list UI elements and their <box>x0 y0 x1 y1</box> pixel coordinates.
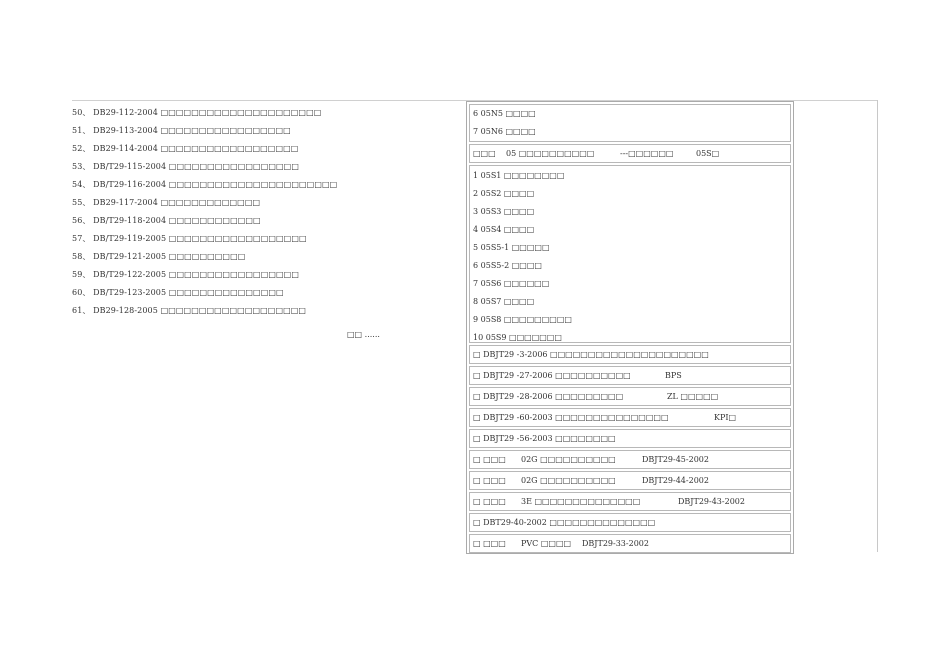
row-extra: BPS <box>665 371 682 380</box>
header-code: 05S□ <box>696 149 720 158</box>
standards-list-left <box>72 104 462 320</box>
table-row <box>469 429 791 448</box>
table-line: 2 05S2 □□□□ <box>473 189 535 198</box>
row-title: 3E □□□□□□□□□□□□□□ <box>521 497 641 506</box>
list-item: 53、 DB/T29-115-2004 □□□□□□□□□□□□□□□□□ <box>72 162 300 171</box>
row-main: □ DBJT29 -3-2006 □□□□□□□□□□□□□□□□□□□□□ <box>473 350 709 359</box>
list-item: 60、 DB/T29-123-2005 □□□□□□□□□□□□□□□ <box>72 288 284 297</box>
row-main: □ DBJT29 -60-2003 □□□□□□□□□□□□□□□ <box>473 413 669 422</box>
header-title: 05 □□□□□□□□□□ <box>506 149 595 158</box>
table-line <box>470 145 790 163</box>
table-cell-05s-header <box>469 144 791 163</box>
list-item: 59、 DB/T29-122-2005 □□□□□□□□□□□□□□□□□ <box>72 270 300 279</box>
standards-table-right <box>466 101 794 554</box>
list-item: 56、 DB/T29-118-2004 □□□□□□□□□□□□ <box>72 216 261 225</box>
row-code: DBJT29-43-2002 <box>678 497 745 506</box>
table-row <box>469 534 791 553</box>
list-item: 50、 DB29-112-2004 □□□□□□□□□□□□□□□□□□□□□ <box>72 108 322 117</box>
table-line: 9 05S8 □□□□□□□□□ <box>473 315 572 324</box>
list-item: 61、 DB29-128-2005 □□□□□□□□□□□□□□□□□□□ <box>72 306 307 315</box>
table-line: 6 05N5 □□□□ <box>473 109 536 118</box>
row-extra: ZL □□□□□ <box>667 392 719 401</box>
table-row <box>469 345 791 364</box>
table-line: 5 05S5-1 □□□□□ <box>473 243 550 252</box>
list-item: 55、 DB29-117-2004 □□□□□□□□□□□□□ <box>72 198 261 207</box>
row-main: □ DBJT29 -27-2006 □□□□□□□□□□ <box>473 371 631 380</box>
table-cell-05s-list <box>469 165 791 343</box>
table-line: 10 05S9 □□□□□□□ <box>473 333 562 342</box>
row-main: □ □□□ <box>473 476 506 485</box>
table-line: 7 05S6 □□□□□□ <box>473 279 550 288</box>
row-title: 02G □□□□□□□□□□ <box>521 455 616 464</box>
table-row <box>469 387 791 406</box>
right-divider <box>877 100 878 552</box>
row-main: □ □□□ <box>473 455 506 464</box>
table-row <box>469 492 791 511</box>
row-main: □ DBJT29 -28-2006 □□□□□□□□□ <box>473 392 624 401</box>
row-code: DBJT29-33-2002 <box>582 539 649 548</box>
row-extra: KPI□ <box>714 413 737 422</box>
list-item: 54、 DB/T29-116-2004 □□□□□□□□□□□□□□□□□□□□□□ <box>72 180 338 189</box>
table-row <box>469 450 791 469</box>
table-row <box>469 366 791 385</box>
row-title: 02G □□□□□□□□□□ <box>521 476 616 485</box>
row-main: □ □□□ <box>473 497 506 506</box>
row-code: DBJT29-44-2002 <box>642 476 709 485</box>
more-indicator: □□ ...... <box>347 330 380 339</box>
row-title: PVC □□□□ <box>521 539 572 548</box>
table-line: 1 05S1 □□□□□□□□ <box>473 171 565 180</box>
table-line: 6 05S5-2 □□□□ <box>473 261 542 270</box>
row-main: □ DBT29-40-2002 □□□□□□□□□□□□□□ <box>473 518 656 527</box>
row-code: DBJT29-45-2002 <box>642 455 709 464</box>
table-row <box>469 513 791 532</box>
header-prefix: □□□ <box>473 149 496 158</box>
list-item: 57、 DB/T29-119-2005 □□□□□□□□□□□□□□□□□□ <box>72 234 307 243</box>
table-line: 3 05S3 □□□□ <box>473 207 535 216</box>
row-main: □ □□□ <box>473 539 506 548</box>
table-line: 7 05N6 □□□□ <box>473 127 536 136</box>
list-item: 52、 DB29-114-2004 □□□□□□□□□□□□□□□□□□ <box>72 144 299 153</box>
table-line: 8 05S7 □□□□ <box>473 297 535 306</box>
table-cell-05n <box>469 104 791 142</box>
table-row <box>469 471 791 490</box>
list-item: 58、 DB/T29-121-2005 □□□□□□□□□□ <box>72 252 246 261</box>
row-main: □ DBJT29 -56-2003 □□□□□□□□ <box>473 434 616 443</box>
table-row <box>469 408 791 427</box>
list-item: 51、 DB29-113-2004 □□□□□□□□□□□□□□□□□ <box>72 126 291 135</box>
header-dash: ---□□□□□□ <box>620 149 674 158</box>
table-line: 4 05S4 □□□□ <box>473 225 535 234</box>
